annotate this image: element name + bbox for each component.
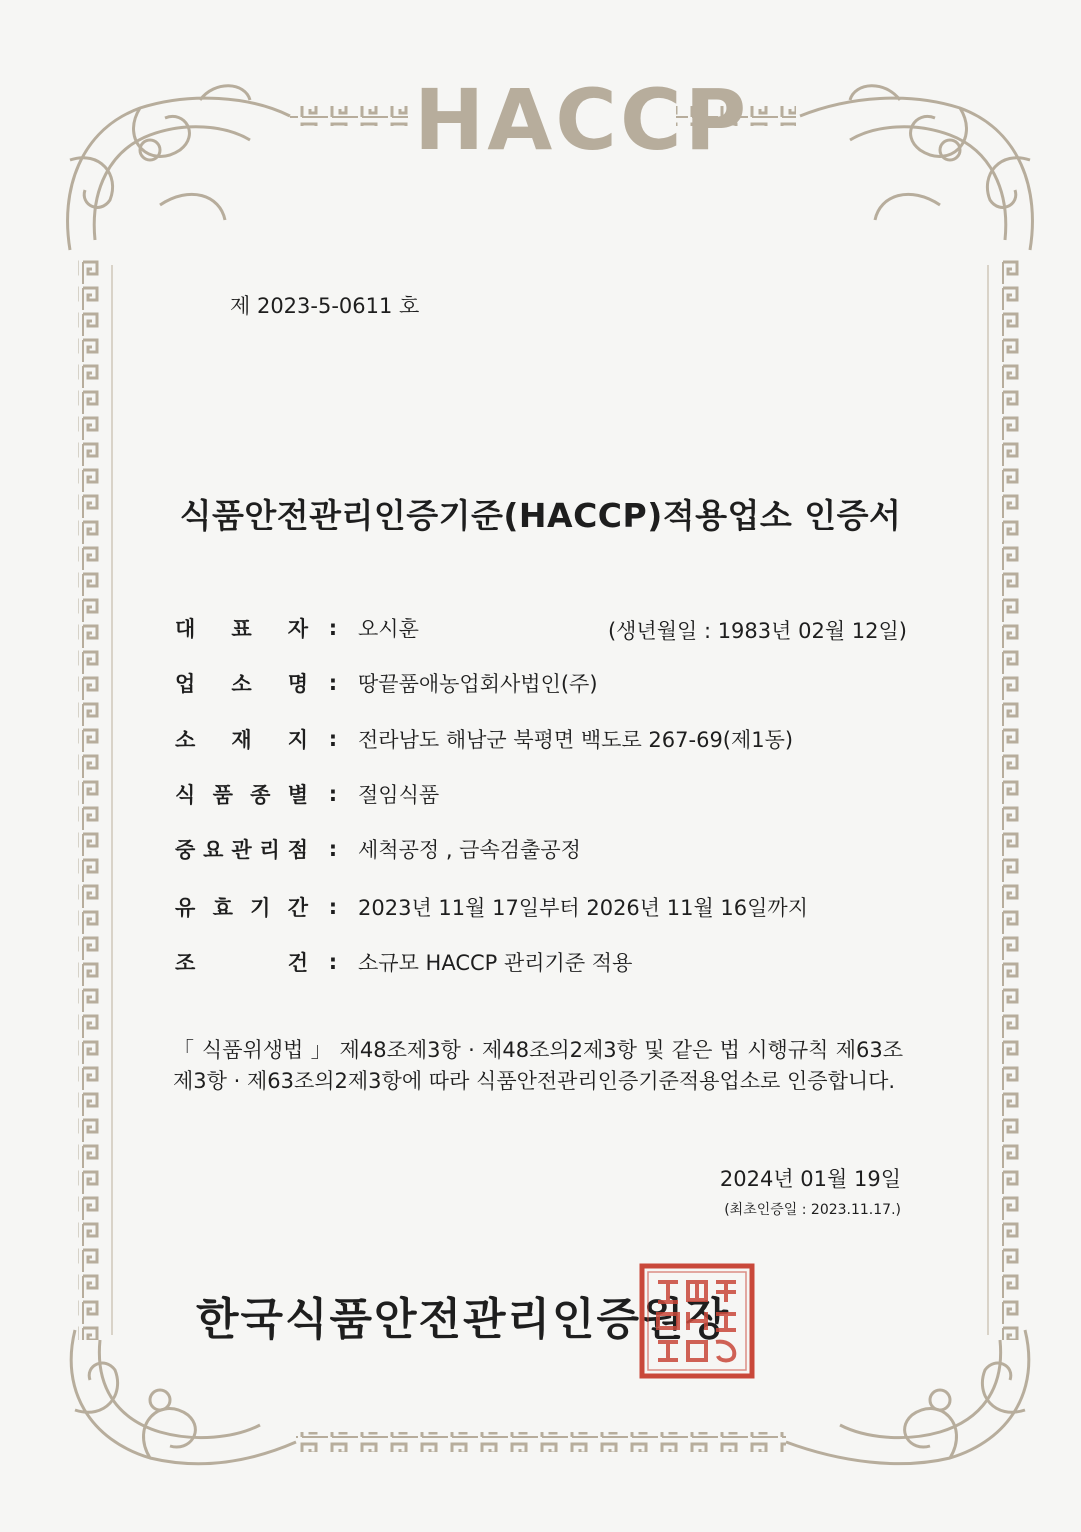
haccp-logo: HACCP (414, 71, 750, 169)
corner-ornament-bottom-left (71, 1330, 296, 1464)
field-label: 유 효 기 간 (175, 896, 308, 920)
field-value: 2023년 11월 17일부터 2026년 11월 16일까지 (358, 896, 809, 920)
field-food-type: 식 품 종 별 : 절임식품 (175, 779, 439, 809)
field-label: 업 소 명 (175, 672, 308, 696)
issuer-name: 한국식품안전관리인증원장 (196, 1294, 731, 1345)
field-value: 오시훈 (358, 617, 419, 641)
top-left-border-band (290, 106, 408, 126)
field-label: 중 요 관 리 점 (175, 838, 308, 862)
field-value: 소규모 HACCP 관리기준 적용 (358, 951, 633, 975)
field-label: 식 품 종 별 (175, 783, 308, 807)
field-label: 대 표 자 (175, 617, 308, 641)
first-certification-date: (최초인증일 : 2023.11.17.) (724, 1202, 901, 1218)
certification-statement: 「 식품위생법 」 제48조제3항 · 제48조의2제3항 및 같은 법 시행규칙 제63조제3항 · 제63조의2제3항에 따라 식품안전관리인증기준적용업소로 인증합니다. (173, 1038, 903, 1093)
certificate-title: 식품안전관리인증기준(HACCP)적용업소 인증서 (179, 496, 902, 535)
field-label: 소 재 지 (175, 728, 308, 752)
field-value: 땅끝품애농업회사법인(주) (358, 672, 598, 696)
issue-date: 2024년 01월 19일 (719, 1167, 901, 1191)
certificate-number: 제 2023-5-0611 호 (230, 294, 420, 318)
field-value: 전라남도 해남군 북평면 백도로 267-69(제1동) (358, 728, 794, 752)
left-border-band (78, 260, 100, 1340)
field-validity-period: 유 효 기 간 : 2023년 11월 17일부터 2026년 11월 16일까지 (175, 892, 808, 922)
field-business-name: 업 소 명 : 땅끝품애농업회사법인(주) (175, 668, 598, 698)
field-value: 절임식품 (358, 783, 440, 807)
field-value: 세척공정 , 금속검출공정 (358, 838, 581, 862)
corner-ornament-top-left (68, 86, 290, 250)
corner-ornament-top-right (800, 86, 1032, 250)
bottom-border-band (296, 1432, 786, 1452)
field-condition: 조 건 : 소규모 HACCP 관리기준 적용 (175, 947, 632, 977)
official-seal-stamp (638, 1262, 756, 1380)
field-label: 조 건 (175, 951, 308, 975)
field-representative: 대 표 자 : 오시훈 (175, 613, 419, 643)
birth-date: (생년월일 : 1983년 02월 12일) (607, 619, 907, 643)
field-critical-control-point: 중 요 관 리 점 : 세척공정 , 금속검출공정 (175, 834, 581, 864)
field-address: 소 재 지 : 전라남도 해남군 북평면 백도로 267-69(제1동) (175, 724, 793, 754)
corner-ornament-bottom-right (786, 1330, 1029, 1464)
right-border-band (1000, 260, 1022, 1340)
